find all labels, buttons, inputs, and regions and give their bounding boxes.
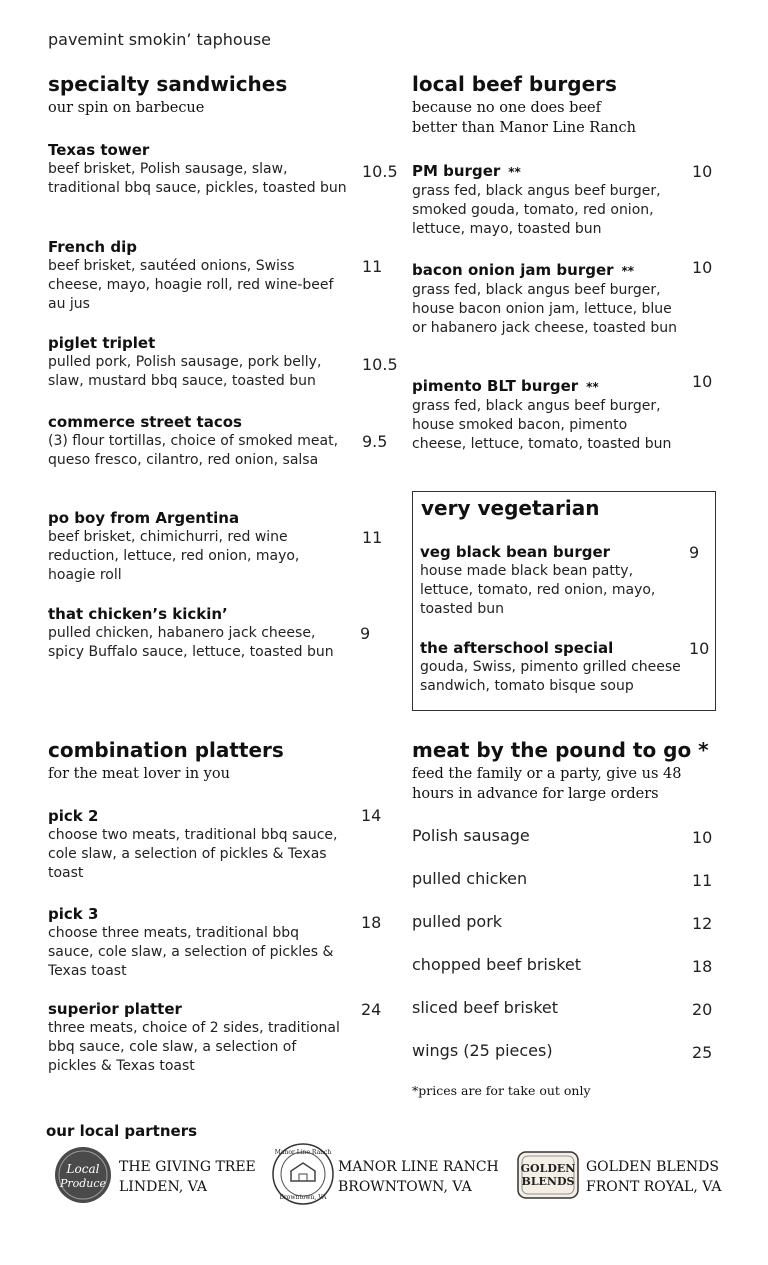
partner-location: LINDEN, VA — [119, 1179, 208, 1195]
item-price: 24 — [361, 1000, 382, 1019]
restaurant-name: pavemint smokin’ taphouse — [48, 30, 272, 49]
golden-blends-logo — [516, 1150, 580, 1200]
partner-location: BROWNTOWN, VA — [338, 1179, 472, 1195]
burgers-subtitle-line-1: because no one does beef — [412, 100, 601, 116]
item-name: po boy from Argentina — [48, 509, 240, 527]
item-description: grass fed, black angus beef burger, house smoked bacon, pimento cheese, lettuce, tomato, toasted bun — [412, 398, 672, 452]
pound-item-price: 25 — [692, 1043, 713, 1062]
partner-name: MANOR LINE RANCH — [338, 1159, 499, 1175]
item-name: superior platter — [48, 1000, 182, 1018]
menu-item-afterschool-special — [420, 638, 682, 696]
item-name: piglet triplet — [48, 334, 156, 352]
item-price: 11 — [362, 528, 383, 547]
item-price: 9 — [689, 543, 700, 562]
menu-item-texas-tower — [48, 140, 348, 198]
local-partners-title: our local partners — [46, 1122, 198, 1140]
partner-manor-line-ranch — [338, 1157, 499, 1197]
pound-item-price: 18 — [692, 957, 713, 976]
menu-item-french-dip — [48, 237, 348, 314]
pound-item-price: 10 — [692, 828, 713, 847]
item-price: 10.5 — [362, 355, 398, 374]
item-price: 10 — [692, 162, 713, 181]
partner-golden-blends — [586, 1157, 722, 1197]
pound-item-price: 12 — [692, 914, 713, 933]
local-beef-burgers-title: local beef burgers — [412, 72, 617, 96]
item-name: that chicken’s kickin’ — [48, 605, 228, 623]
pound-item-name: wings (25 pieces) — [412, 1041, 553, 1060]
menu-item-pm-burger — [412, 161, 682, 239]
meat-by-pound-title: meat by the pound to go * — [412, 738, 709, 762]
item-description: (3) flour tortillas, choice of smoked meat, queso fresco, cilantro, red onion, salsa — [48, 433, 339, 468]
item-price: 11 — [362, 257, 383, 276]
partner-the-giving-tree — [119, 1157, 256, 1197]
item-price: 14 — [361, 806, 382, 825]
item-price: 10 — [692, 372, 713, 391]
partner-location: FRONT ROYAL, VA — [586, 1179, 722, 1195]
pound-item-name: chopped beef brisket — [412, 955, 582, 974]
specialty-sandwiches-subtitle: our spin on barbecue — [48, 100, 205, 116]
combination-platters-title: combination platters — [48, 738, 284, 762]
item-description: pulled pork, Polish sausage, pork belly, slaw, mustard bbq sauce, toasted bun — [48, 354, 322, 389]
pound-item-name: pulled chicken — [412, 869, 528, 888]
menu-item-pick-3 — [48, 904, 348, 981]
item-description: pulled chicken, habanero jack cheese, spicy Buffalo sauce, lettuce, toasted bun — [48, 625, 334, 660]
pound-item-name: Polish sausage — [412, 826, 530, 845]
meat-by-pound-subtitle-line-1: feed the family or a party, give us 48 — [412, 766, 682, 782]
menu-item-chicken-kickin — [48, 604, 348, 662]
item-name: PM burger — [412, 162, 501, 180]
logo-text-golden: GOLDEN — [520, 1162, 576, 1175]
menu-item-superior-platter — [48, 999, 348, 1076]
item-name: pick 2 — [48, 807, 99, 825]
meat-by-pound-subtitle-line-2: hours in advance for large orders — [412, 786, 659, 802]
logo-text-ranch: Manor Line Ranch — [274, 1149, 332, 1156]
item-price: 10 — [692, 258, 713, 277]
item-description: grass fed, black angus beef burger, house bacon onion jam, lettuce, blue or habanero jack cheese, toasted bun — [412, 282, 677, 336]
item-description: beef brisket, chimichurri, red wine reduction, lettuce, red onion, mayo, hoagie roll — [48, 529, 300, 583]
partner-name: THE GIVING TREE — [119, 1159, 256, 1175]
item-name: veg black bean burger — [420, 543, 611, 561]
item-stars: ** — [621, 264, 635, 278]
item-description: grass fed, black angus beef burger, smoked gouda, tomato, red onion, lettuce, mayo, toasted bun — [412, 183, 661, 237]
menu-item-po-boy — [48, 508, 348, 585]
pound-item-name: pulled pork — [412, 912, 503, 931]
item-description: choose two meats, traditional bbq sauce, cole slaw, a selection of pickles & Texas toast — [48, 827, 338, 881]
item-price: 9.5 — [362, 432, 388, 451]
pound-item-price: 11 — [692, 871, 713, 890]
menu-item-bacon-onion-jam-burger — [412, 260, 682, 338]
combination-platters-subtitle: for the meat lover in you — [48, 766, 230, 782]
manor-line-ranch-logo — [272, 1143, 334, 1205]
logo-text-produce: Produce — [59, 1177, 107, 1190]
partner-name: GOLDEN BLENDS — [586, 1159, 719, 1175]
menu-item-pick-2 — [48, 806, 348, 883]
item-description: choose three meats, traditional bbq sauce, cole slaw, a selection of pickles & Texas toast — [48, 925, 334, 979]
item-price: 10.5 — [362, 162, 398, 181]
item-name: pick 3 — [48, 905, 99, 923]
logo-text-blends: BLENDS — [521, 1175, 575, 1188]
item-name: the afterschool special — [420, 639, 614, 657]
item-description: house made black bean patty, lettuce, tomato, red onion, mayo, toasted bun — [420, 563, 656, 617]
item-name: French dip — [48, 238, 137, 256]
menu-item-pimento-blt-burger — [412, 376, 682, 454]
item-description: beef brisket, sautéed onions, Swiss cheese, mayo, hoagie roll, red wine-beef au jus — [48, 258, 334, 312]
very-vegetarian-title: very vegetarian — [421, 496, 600, 520]
item-description: three meats, choice of 2 sides, traditional bbq sauce, cole slaw, a selection of pickles & Texas toast — [48, 1020, 340, 1074]
pound-item-price: 20 — [692, 1000, 713, 1019]
menu-item-veg-black-bean-burger — [420, 542, 682, 619]
item-description: beef brisket, Polish sausage, slaw, traditional bbq sauce, pickles, toasted bun — [48, 161, 347, 196]
item-price: 18 — [361, 913, 382, 932]
item-stars: ** — [586, 380, 599, 394]
logo-text-browntown: Browntown, VA — [279, 1194, 327, 1201]
item-name: commerce street tacos — [48, 413, 242, 431]
item-name: pimento BLT burger — [412, 377, 579, 395]
specialty-sandwiches-title: specialty sandwiches — [48, 72, 288, 96]
local-produce-logo — [54, 1146, 112, 1204]
item-name: bacon onion jam burger — [412, 261, 614, 279]
burgers-subtitle-line-2: better than Manor Line Ranch — [412, 120, 636, 136]
logo-text-local: Local — [66, 1162, 100, 1176]
take-out-note: *prices are for take out only — [412, 1083, 591, 1098]
item-price: 10 — [689, 639, 710, 658]
menu-item-piglet-triplet — [48, 333, 348, 391]
item-price: 9 — [360, 624, 371, 643]
menu-item-commerce-street-tacos — [48, 412, 348, 470]
pound-item-name: sliced beef brisket — [412, 998, 558, 1017]
item-description: gouda, Swiss, pimento grilled cheese sandwich, tomato bisque soup — [420, 659, 681, 694]
item-name: Texas tower — [48, 141, 150, 159]
item-stars: ** — [508, 165, 521, 179]
